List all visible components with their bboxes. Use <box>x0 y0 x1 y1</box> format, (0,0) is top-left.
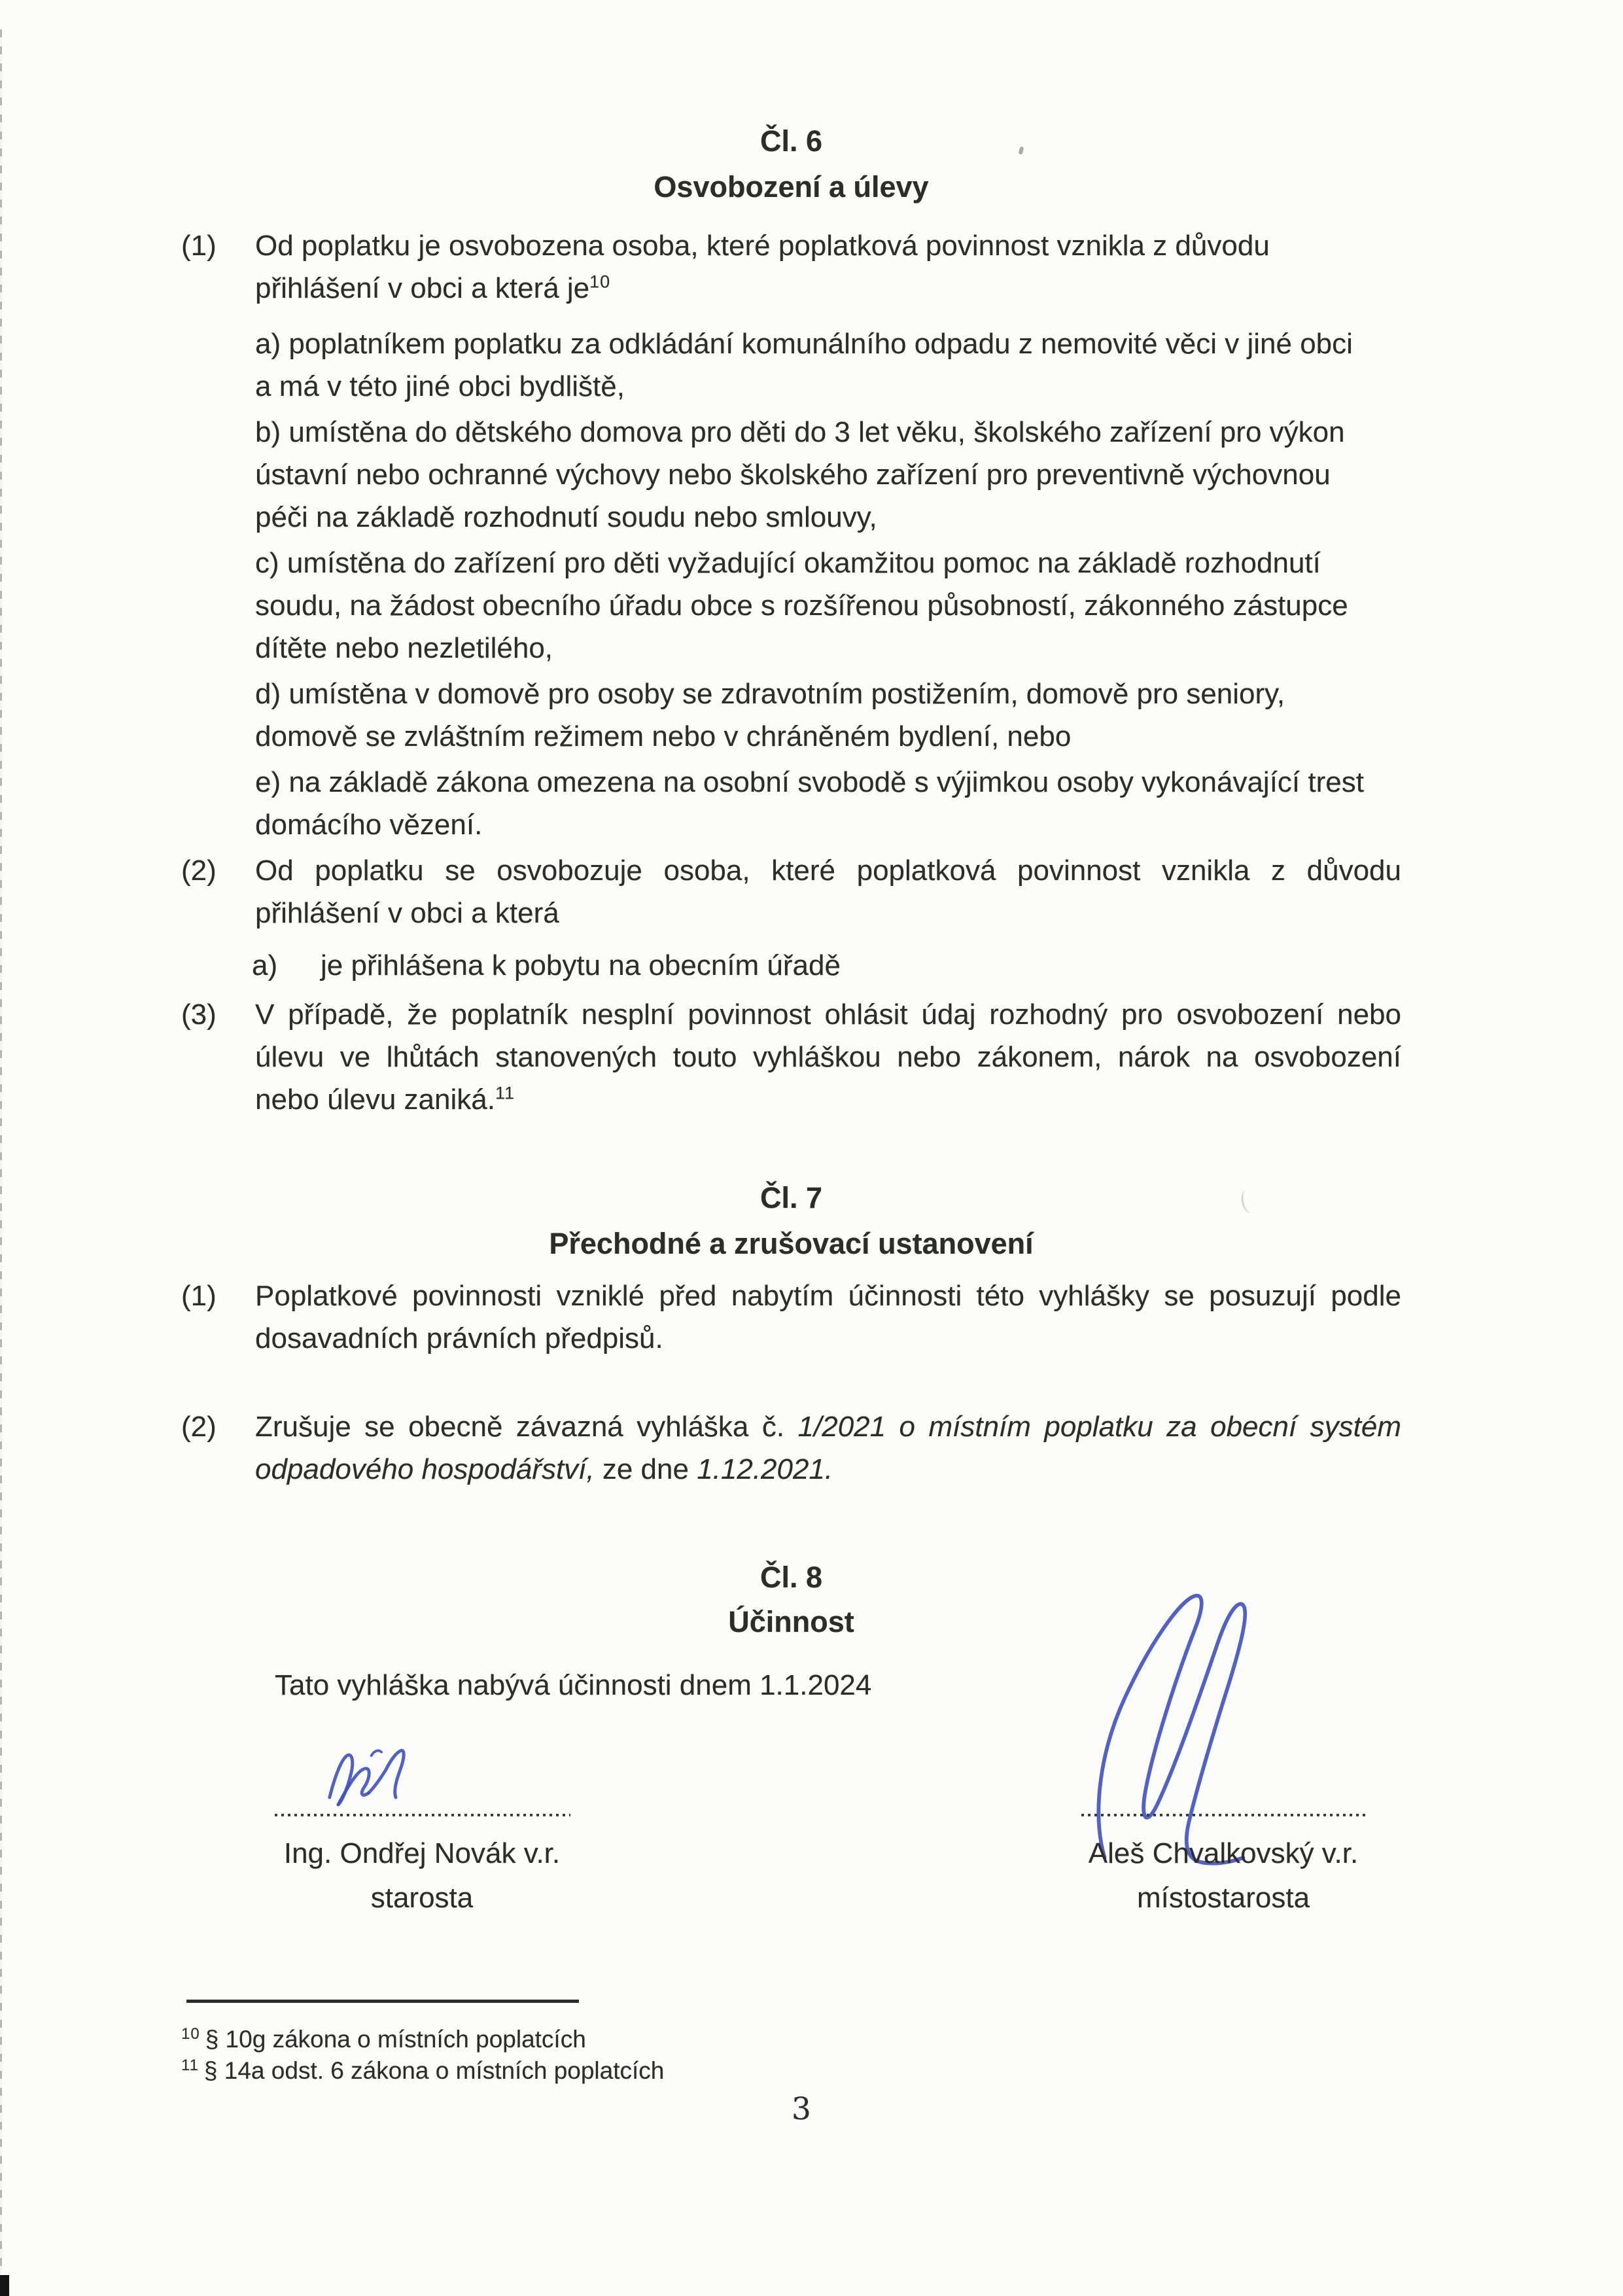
text-line: c) umístěna do zařízení pro děti vyžadující okamžitou pomoc na základě rozhodnutí <box>255 547 1321 579</box>
signer-name-left: Ing. Ondřej Novák v.r. <box>283 1837 561 1869</box>
paragraph-marker: (2) <box>181 1411 217 1443</box>
footnote-text: § 10g zákona o místních poplatcích <box>205 2026 586 2053</box>
paragraph-text <box>255 849 1401 934</box>
text-line: soudu, na žádost obecního úřadu obce s rozšířenou působností, zákonného zástupce <box>255 590 1348 622</box>
cl6-item-b <box>255 411 1401 539</box>
signer-role-right: místostarosta <box>1136 1882 1310 1914</box>
text-line: ústavní nebo ochranné výchovy nebo školského zařízení pro preventivně výchovnou <box>255 459 1331 491</box>
footnote-ref-10: 10 <box>589 272 611 292</box>
text-line: Od poplatku se osvobozuje osoba, které poplatková povinnost vznikla z důvodu <box>255 855 1401 887</box>
footnote-marker: 10 <box>181 2024 200 2043</box>
document-body <box>181 120 1401 1706</box>
text-line <box>255 1078 1401 1121</box>
paragraph-marker: (1) <box>181 230 217 262</box>
footnote-10 <box>181 2024 664 2055</box>
signature-line-right <box>1081 1814 1367 1816</box>
cl6-item-a <box>255 323 1401 408</box>
cl6-paragraph-3 <box>181 993 1401 1121</box>
effective-date-text: Tato vyhláška nabývá účinnosti dnem 1.1.2024 <box>275 1669 872 1701</box>
signer-role-left: starosta <box>370 1882 474 1914</box>
handwritten-signature-left <box>324 1739 410 1812</box>
text-line: přihlášení v obci a která <box>255 897 559 929</box>
text-line: Poplatkové povinnosti vzniklé před nabytím účinnosti této vyhlášky se posuzují podle <box>255 1280 1401 1312</box>
paragraph-marker: (2) <box>181 855 217 887</box>
text-segment-italic: 1.12.2021. <box>697 1453 833 1485</box>
text-line: b) umístěna do dětského domova pro děti do 3 let věku, školského zařízení pro výkon <box>255 416 1345 448</box>
text-line: péči na základě rozhodnutí soudu nebo smlouvy, <box>255 501 877 533</box>
paragraph-text <box>255 1405 1401 1491</box>
cl6-paragraph-1 <box>181 224 1401 309</box>
text-line: a) poplatníkem poplatku za odkládání komunálního odpadu z nemovité věci v jiné obci <box>255 328 1353 360</box>
article-8-number: Čl. 8 <box>759 1561 823 1594</box>
text-line: úlevu ve lhůtách stanovených touto vyhláškou nebo zákonem, nárok na osvobození <box>255 1041 1401 1073</box>
text-segment: ze dne <box>594 1453 697 1485</box>
text-line: dítěte nebo nezletilého, <box>255 632 553 664</box>
cl6-paragraph-2-item-a <box>252 944 1401 987</box>
item-marker: a) <box>252 949 278 981</box>
article-7-number: Čl. 7 <box>759 1181 823 1214</box>
text-line: e) na základě zákona omezena na osobní svobodě s výjimkou osoby vykonávající trest <box>255 766 1364 798</box>
footnote-text: § 14a odst. 6 zákona o místních poplatcích <box>203 2057 665 2084</box>
footnote-separator-rule <box>186 2000 579 2003</box>
text-line <box>255 267 1401 309</box>
article-6-number: Čl. 6 <box>759 124 823 158</box>
text-line: Od poplatku je osvobozena osoba, které poplatková povinnost vznikla z důvodu <box>255 230 1270 262</box>
text-segment: Zrušuje se obecně závazná vyhláška č. <box>255 1411 798 1443</box>
signature-line-left <box>275 1814 570 1816</box>
text-line: d) umístěna v domově pro osoby se zdravotním postižením, domově pro seniory, <box>255 678 1285 710</box>
article-6-title: Osvobození a úlevy <box>654 170 929 203</box>
paragraph-marker: (1) <box>181 1280 217 1312</box>
text-line: a má v této jiné obci bydliště, <box>255 370 625 402</box>
cl6-item-d <box>255 673 1401 758</box>
signer-name-right: Aleš Chvalkovský v.r. <box>1088 1837 1359 1869</box>
footnote-marker: 11 <box>181 2056 199 2074</box>
paragraph-text <box>255 993 1401 1121</box>
text-line: dosavadních právních předpisů. <box>255 1322 663 1354</box>
cl6-item-e <box>255 761 1401 846</box>
text-line: domácího vězení. <box>255 809 483 841</box>
text-segment-italic: 1/2021 o místním poplatku za obecní systém <box>797 1411 1401 1443</box>
cl6-item-c <box>255 542 1401 669</box>
text-line: domově se zvláštním režimem nebo v chráněném bydlení, nebo <box>255 720 1072 752</box>
footnote-ref-11: 11 <box>495 1083 515 1103</box>
article-7-title: Přechodné a zrušovací ustanovení <box>549 1227 1034 1260</box>
footnotes <box>181 2024 664 2087</box>
handwritten-signature-right <box>1083 1589 1253 1870</box>
scan-corner-mark <box>0 2275 9 2296</box>
paragraph-marker: (3) <box>181 998 217 1031</box>
text-segment-italic: odpadového hospodářství, <box>255 1453 595 1485</box>
text-line <box>255 1405 1401 1448</box>
text-line: V případě, že poplatník nesplní povinnost ohlásit údaj rozhodný pro osvobození nebo <box>255 998 1401 1031</box>
paragraph-text <box>255 224 1401 309</box>
cl6-paragraph-2 <box>181 849 1401 934</box>
scan-edge-artifact <box>0 29 2 2274</box>
footnote-11 <box>181 2055 664 2087</box>
cl7-paragraph-1 <box>181 1275 1401 1360</box>
article-8-title: Účinnost <box>728 1605 854 1638</box>
text-segment: nebo úlevu zaniká. <box>255 1084 495 1116</box>
item-text: je přihlášena k pobytu na obecním úřadě <box>321 949 841 981</box>
text-line <box>255 1448 1401 1491</box>
cl7-paragraph-2 <box>181 1405 1401 1491</box>
text-segment: přihlášení v obci a která je <box>255 272 590 304</box>
paragraph-text <box>255 1275 1401 1360</box>
page-number: 3 <box>792 2091 811 2127</box>
